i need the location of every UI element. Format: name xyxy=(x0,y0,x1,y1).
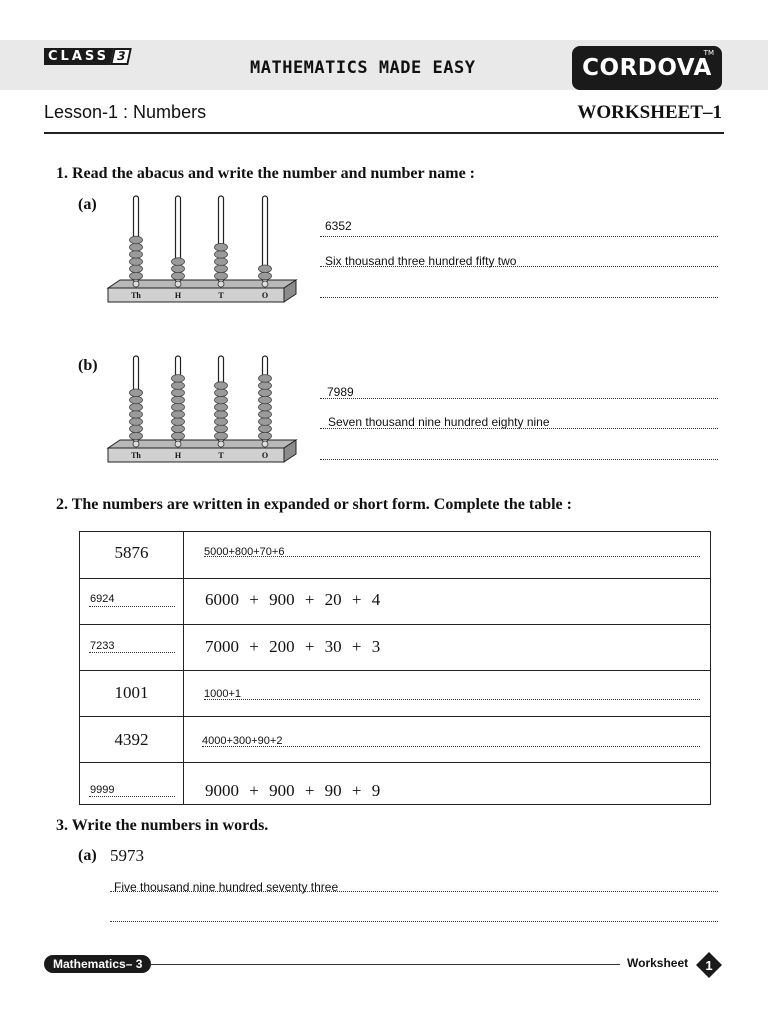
given-number: 4392 xyxy=(114,730,149,749)
number-cell[interactable] xyxy=(80,762,184,805)
abacus-b-bead xyxy=(259,411,272,419)
abacus-b-rod-label: O xyxy=(261,451,269,460)
abacus-a-bead xyxy=(172,272,185,280)
abacus-a-bead xyxy=(130,236,143,244)
abacus-b-bead xyxy=(130,403,143,411)
given-number: 1001 xyxy=(114,683,149,702)
answer-line xyxy=(204,556,700,557)
expanded-cell xyxy=(184,578,710,624)
abacus-b-bead xyxy=(130,389,143,397)
q3a-answer[interactable]: Five thousand nine hundred seventy three xyxy=(114,880,339,894)
abacus-b-rod-label: Th xyxy=(131,451,141,460)
table-row xyxy=(80,716,710,763)
header-rule xyxy=(44,132,724,134)
trademark: TM xyxy=(703,49,714,57)
abacus-b-bead xyxy=(172,411,185,419)
abacus-b xyxy=(100,352,300,472)
abacus-b-bead xyxy=(215,396,228,404)
abacus-b-bead xyxy=(259,418,272,426)
written-number[interactable]: 6924 xyxy=(90,593,115,605)
abacus-b-bead xyxy=(130,418,143,426)
abacus-a-rod-foot xyxy=(175,281,181,287)
q1b-line-3 xyxy=(320,459,718,460)
page-number: 1 xyxy=(705,958,713,973)
answer-line xyxy=(89,796,175,797)
expanded-cell[interactable] xyxy=(184,670,710,716)
q1a-line-1 xyxy=(320,236,718,237)
cordova-logo xyxy=(572,46,722,90)
abacus-b-bead xyxy=(172,389,185,397)
abacus-a xyxy=(100,192,300,312)
abacus-b-bead xyxy=(215,432,228,440)
abacus-b-rod-label: H xyxy=(174,451,182,460)
abacus-a-rod-label: O xyxy=(261,291,269,300)
number-cell xyxy=(80,716,184,762)
abacus-b-bead xyxy=(172,403,185,411)
lesson-title: Lesson-1 : Numbers xyxy=(44,102,207,122)
abacus-b-bead xyxy=(259,382,272,390)
abacus-b-rod-foot xyxy=(262,441,268,447)
expanded-cell xyxy=(184,762,710,805)
question-3-prompt: 3. Write the numbers in words. xyxy=(56,817,269,834)
abacus-b-bead xyxy=(130,425,143,433)
q1b-label: (b) xyxy=(78,357,98,374)
written-expanded[interactable]: 4000+300+90+2 xyxy=(202,735,283,747)
expanded-form-table xyxy=(79,531,711,805)
q1a-number-answer[interactable]: 6352 xyxy=(325,219,352,233)
abacus-b-bead xyxy=(130,411,143,419)
q1a-label: (a) xyxy=(78,196,97,213)
class-badge xyxy=(44,48,130,65)
abacus-a-bead xyxy=(259,265,272,273)
given-number: 5876 xyxy=(114,543,149,562)
answer-line xyxy=(89,652,175,653)
written-number[interactable]: 7233 xyxy=(90,640,115,652)
abacus-a-bead xyxy=(130,272,143,280)
q1b-line-1 xyxy=(320,398,718,399)
abacus-b-bead xyxy=(215,382,228,390)
table-row xyxy=(80,578,710,625)
abacus-b-rod-foot xyxy=(133,441,139,447)
q1a-line-2 xyxy=(320,266,718,267)
footer-rule xyxy=(150,964,620,965)
class-word: CLASS xyxy=(44,48,115,65)
q3a-label: (a) xyxy=(78,847,97,864)
page-number-badge xyxy=(696,952,722,978)
written-number[interactable]: 9999 xyxy=(90,784,115,796)
expanded-cell xyxy=(184,624,710,670)
worksheet-title: WORKSHEET–1 xyxy=(577,102,722,123)
abacus-a-bead xyxy=(215,258,228,266)
abacus-b-bead xyxy=(130,432,143,440)
q1a-line-3 xyxy=(320,297,718,298)
abacus-a-rod-label: T xyxy=(218,291,224,300)
abacus-a-rod-foot xyxy=(262,281,268,287)
abacus-a-bead xyxy=(130,251,143,259)
number-cell[interactable] xyxy=(80,624,184,670)
q1b-line-2 xyxy=(320,428,718,429)
written-expanded[interactable]: 1000+1 xyxy=(204,688,242,700)
abacus-b-bead xyxy=(215,425,228,433)
abacus-a-bead xyxy=(215,265,228,273)
q3a-line-1 xyxy=(110,891,718,892)
abacus-a-bead xyxy=(259,272,272,280)
abacus-b-bead xyxy=(259,432,272,440)
abacus-b-bead xyxy=(172,418,185,426)
abacus-b-bead xyxy=(259,389,272,397)
expanded-cell[interactable] xyxy=(184,532,710,578)
written-expanded[interactable]: 5000+800+70+6 xyxy=(204,546,285,558)
abacus-a-bead xyxy=(172,258,185,266)
abacus-b-bead xyxy=(130,396,143,404)
given-expanded: 9000 + 900 + 90 + 9 xyxy=(205,781,381,800)
abacus-a-bead xyxy=(215,243,228,251)
number-cell xyxy=(80,670,184,716)
abacus-b-bead xyxy=(172,375,185,383)
q1b-name-answer[interactable]: Seven thousand nine hundred eighty nine xyxy=(328,415,550,429)
number-cell[interactable] xyxy=(80,578,184,624)
abacus-b-bead xyxy=(259,425,272,433)
abacus-a-bead xyxy=(130,265,143,273)
abacus-b-bead xyxy=(172,432,185,440)
class-number: 3 xyxy=(110,48,132,65)
table-row xyxy=(80,762,710,805)
question-2-prompt: 2. The numbers are written in expanded or short form. Complete the table : xyxy=(56,496,572,513)
abacus-a-rod-label: Th xyxy=(131,291,141,300)
book-title: MATHEMATICS MADE EASY xyxy=(250,58,476,78)
abacus-b-bead xyxy=(172,425,185,433)
answer-line xyxy=(89,606,175,607)
question-1-prompt: 1. Read the abacus and write the number and number name : xyxy=(56,165,475,182)
q1a-name-answer[interactable]: Six thousand three hundred fifty two xyxy=(325,254,517,268)
abacus-a-bead xyxy=(130,258,143,266)
abacus-a-bead xyxy=(215,251,228,259)
table-row xyxy=(80,624,710,671)
abacus-a-bead xyxy=(130,243,143,251)
abacus-b-bead xyxy=(259,375,272,383)
abacus-b-bead xyxy=(215,403,228,411)
logo-text: CORDOVA xyxy=(582,55,712,81)
q3a-number: 5973 xyxy=(110,846,144,865)
abacus-a-bead xyxy=(172,265,185,273)
table-row xyxy=(80,670,710,717)
number-cell xyxy=(80,532,184,578)
abacus-b-bead xyxy=(259,403,272,411)
footer-worksheet: Worksheet xyxy=(627,956,689,970)
abacus-a-rod-label: H xyxy=(174,291,182,300)
footer-subject: Mathematics– 3 xyxy=(44,955,151,973)
answer-line xyxy=(202,746,700,747)
abacus-b-bead xyxy=(172,382,185,390)
abacus-b-rod-foot xyxy=(175,441,181,447)
expanded-cell[interactable] xyxy=(184,716,710,762)
abacus-b-bead xyxy=(215,411,228,419)
answer-line xyxy=(204,699,700,700)
abacus-b-rod-foot xyxy=(218,441,224,447)
abacus-a-rod-foot xyxy=(218,281,224,287)
abacus-b-bead xyxy=(172,396,185,404)
abacus-b-bead xyxy=(259,396,272,404)
abacus-a-rod-foot xyxy=(133,281,139,287)
q1b-number-answer[interactable]: 7989 xyxy=(327,385,354,399)
abacus-b-bead xyxy=(215,389,228,397)
given-expanded: 7000 + 200 + 30 + 3 xyxy=(205,637,381,656)
abacus-a-bead xyxy=(215,272,228,280)
abacus-b-rod-label: T xyxy=(218,451,224,460)
given-expanded: 6000 + 900 + 20 + 4 xyxy=(205,590,381,609)
q3a-line-2 xyxy=(110,921,718,922)
table-row xyxy=(80,532,710,579)
abacus-b-bead xyxy=(215,418,228,426)
